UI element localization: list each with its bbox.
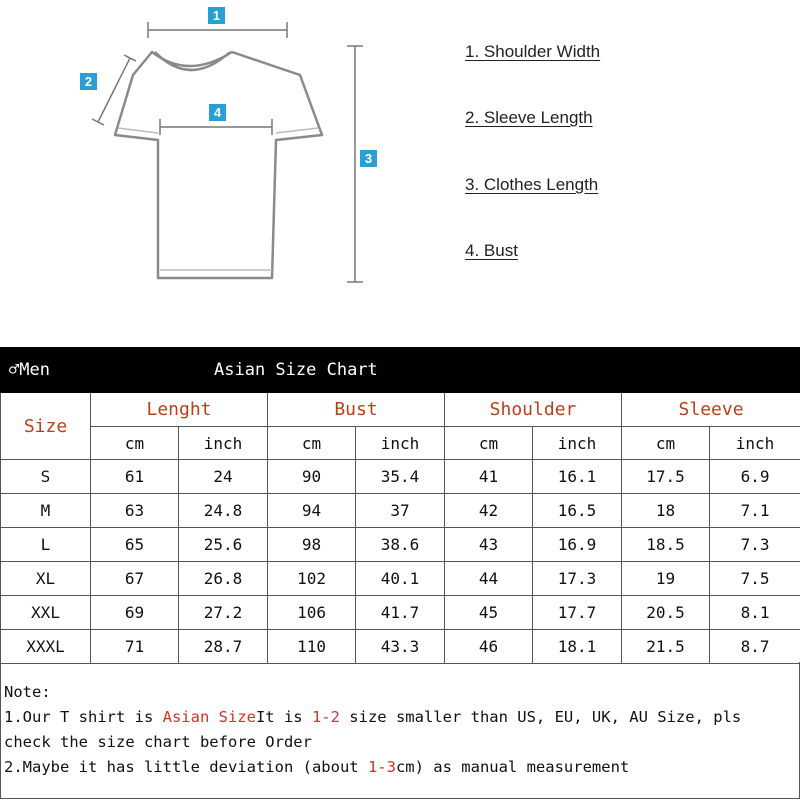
value-cell: 8.1 (710, 596, 800, 630)
note-line-2: check the size chart before Order (4, 733, 312, 751)
table-row (1, 494, 800, 528)
value-cell: 17.3 (533, 562, 622, 596)
value-cell: 18.1 (533, 630, 622, 664)
note-heading: Note: (4, 683, 51, 701)
table-header-row (1, 348, 800, 393)
size-cell: XXXL (1, 630, 91, 664)
value-cell: 27.2 (179, 596, 268, 630)
value-cell: 20.5 (622, 596, 710, 630)
size-cell: L (1, 528, 91, 562)
note-highlight: Asian Size (162, 708, 256, 726)
value-cell: 18.5 (622, 528, 710, 562)
size-header: Size (1, 393, 91, 460)
size-chart (0, 347, 800, 664)
badge-sleeve-length: 2 (80, 73, 97, 90)
value-cell: 65 (91, 528, 179, 562)
unit-cell: inch (710, 427, 800, 460)
value-cell: 16.9 (533, 528, 622, 562)
value-cell: 41 (445, 460, 533, 494)
size-cell: XL (1, 562, 91, 596)
unit-cell: cm (91, 427, 179, 460)
group-sleeve: Sleeve (622, 393, 800, 427)
value-cell: 6.9 (710, 460, 800, 494)
value-cell: 102 (268, 562, 356, 596)
value-cell: 17.7 (533, 596, 622, 630)
value-cell: 21.5 (622, 630, 710, 664)
value-cell: 43.3 (356, 630, 445, 664)
group-bust: Bust (268, 393, 445, 427)
value-cell: 8.7 (710, 630, 800, 664)
legend-shoulder-width: 1. Shoulder Width (465, 42, 601, 61)
note-text: cm) as manual measurement (395, 758, 630, 776)
value-cell: 16.1 (533, 460, 622, 494)
value-cell: 17.5 (622, 460, 710, 494)
chart-title: Asian Size Chart (179, 348, 533, 393)
group-length: Lenght (91, 393, 268, 427)
note (4, 680, 794, 780)
value-cell: 90 (268, 460, 356, 494)
table-row (1, 562, 800, 596)
unit-cell: cm (445, 427, 533, 460)
size-cell: XXL (1, 596, 91, 630)
table-row (1, 460, 800, 494)
value-cell: 44 (445, 562, 533, 596)
value-cell: 94 (268, 494, 356, 528)
note-text: It is (255, 708, 312, 726)
value-cell: 71 (91, 630, 179, 664)
value-cell: 24.8 (179, 494, 268, 528)
value-cell: 19 (622, 562, 710, 596)
group-shoulder: Shoulder (445, 393, 622, 427)
badge-shoulder-width: 1 (208, 7, 225, 24)
note-text: 2.Maybe it has little deviation (about (4, 758, 368, 776)
value-cell: 41.7 (356, 596, 445, 630)
note-highlight: 1-2 (311, 708, 340, 726)
value-cell: 46 (445, 630, 533, 664)
table-row (1, 630, 800, 664)
value-cell: 38.6 (356, 528, 445, 562)
men-label: ♂Men (1, 348, 179, 393)
value-cell: 7.3 (710, 528, 800, 562)
value-cell: 98 (268, 528, 356, 562)
value-cell: 7.1 (710, 494, 800, 528)
size-diagram (0, 0, 800, 330)
tshirt-outline (115, 52, 322, 278)
value-cell: 16.5 (533, 494, 622, 528)
unit-cell: cm (622, 427, 710, 460)
note-line-3 (4, 755, 794, 780)
note-text: 1.Our T shirt is (4, 708, 163, 726)
value-cell: 106 (268, 596, 356, 630)
group-header-row (1, 393, 800, 427)
value-cell: 45 (445, 596, 533, 630)
value-cell: 61 (91, 460, 179, 494)
value-cell: 40.1 (356, 562, 445, 596)
legend-sleeve-length: 2. Sleeve Length (465, 108, 593, 127)
size-table (0, 347, 800, 664)
legend-bust: 4. Bust (465, 241, 518, 260)
note-text: size smaller than US, EU, UK, AU Size, pls (339, 708, 742, 726)
size-cell: S (1, 460, 91, 494)
tshirt-illustration (0, 0, 800, 330)
unit-cell: inch (356, 427, 445, 460)
legend-clothes-length: 3. Clothes Length (465, 175, 599, 194)
value-cell: 67 (91, 562, 179, 596)
value-cell: 63 (91, 494, 179, 528)
value-cell: 7.5 (710, 562, 800, 596)
value-cell: 24 (179, 460, 268, 494)
value-cell: 37 (356, 494, 445, 528)
value-cell: 42 (445, 494, 533, 528)
unit-cell: cm (268, 427, 356, 460)
unit-header-row (1, 427, 800, 460)
value-cell: 69 (91, 596, 179, 630)
table-body (1, 460, 800, 664)
unit-cell: inch (533, 427, 622, 460)
badge-bust: 4 (209, 104, 226, 121)
value-cell: 18 (622, 494, 710, 528)
value-cell: 25.6 (179, 528, 268, 562)
table-row (1, 528, 800, 562)
value-cell: 28.7 (179, 630, 268, 664)
value-cell: 26.8 (179, 562, 268, 596)
value-cell: 110 (268, 630, 356, 664)
note-highlight: 1-3 (367, 758, 396, 776)
unit-cell: inch (179, 427, 268, 460)
size-cell: M (1, 494, 91, 528)
table-row (1, 596, 800, 630)
value-cell: 35.4 (356, 460, 445, 494)
note-line-1 (4, 705, 794, 730)
value-cell: 43 (445, 528, 533, 562)
badge-clothes-length: 3 (360, 150, 377, 167)
